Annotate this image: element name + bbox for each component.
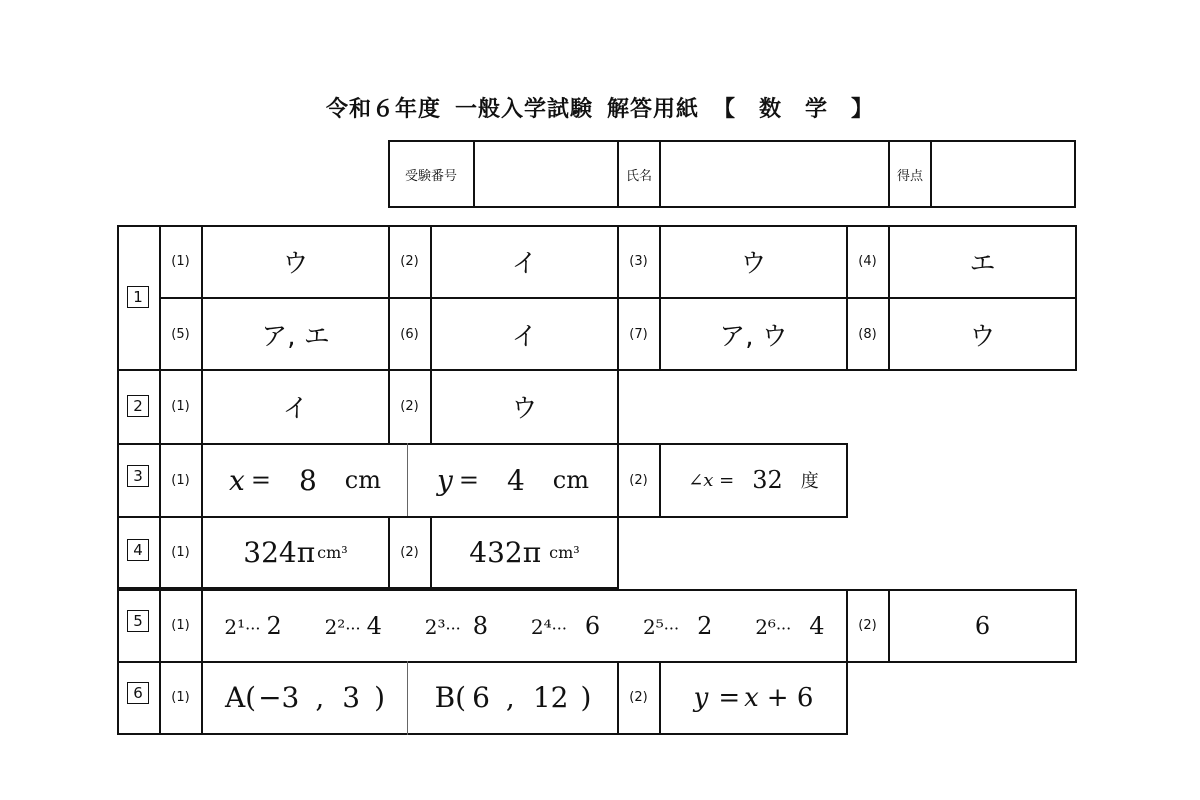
- q1-2-number: ( 2 ): [389, 226, 430, 297]
- q1-8-answer: ウ: [969, 322, 996, 352]
- section-6-number: 6: [127, 682, 149, 704]
- q1-1-answer: ウ: [282, 249, 309, 279]
- exam-number-field[interactable]: [475, 141, 617, 207]
- q3-angle-label: ∠x =: [688, 469, 735, 491]
- q1-7-answer: ア, ウ: [719, 322, 788, 352]
- power-item: 2⁶··· 4: [755, 611, 825, 640]
- q1-5-number: ( 5 ): [160, 299, 201, 370]
- section-4-number: 4: [127, 539, 149, 561]
- q4-2-number: ( 2 ): [389, 517, 430, 587]
- q4-1-number: ( 1 ): [160, 517, 201, 587]
- q1-8-number: ( 8 ): [847, 299, 888, 370]
- section-2-number: 2: [127, 395, 149, 417]
- q3-y-equals: =: [458, 466, 479, 494]
- q6-point-b: [409, 662, 617, 733]
- q3-angle-unit: 度: [800, 471, 819, 492]
- q4-2-value: 432π: [469, 535, 542, 569]
- q6-2-number: ( 2 ): [618, 662, 659, 733]
- q3-2-number: ( 2 ): [618, 444, 659, 516]
- title-sheet: 解答用紙: [607, 97, 700, 122]
- q1-3-answer: ウ: [740, 249, 767, 279]
- q3-1-number: ( 1 ): [160, 444, 201, 516]
- q1-2-answer: イ: [511, 249, 538, 279]
- q1-3-number: ( 3 ): [618, 226, 659, 297]
- q2-2-number: ( 2 ): [389, 370, 430, 443]
- q1-7-number: ( 7 ): [618, 299, 659, 370]
- point-a-x: −3: [258, 681, 300, 714]
- score-field[interactable]: [932, 141, 1074, 207]
- q4-1-value: 324π: [243, 535, 316, 569]
- q1-6-answer: イ: [511, 322, 538, 352]
- q4-1-answer: [203, 517, 388, 587]
- q3-x-variable: x: [229, 463, 245, 497]
- power-item: 2⁵··· 2: [643, 611, 713, 640]
- q2-2-answer: ウ: [511, 394, 538, 424]
- power-item: 2²··· 4: [324, 611, 382, 640]
- q3-x-equals: =: [250, 466, 271, 494]
- title-era: 令和６年度: [325, 97, 441, 122]
- point-b-name: B(: [434, 681, 467, 714]
- point-b-separator: ,: [505, 681, 515, 714]
- q6-1-number: ( 1 ): [160, 662, 201, 733]
- q6-2-equation: [661, 662, 846, 733]
- point-a-y: 3: [342, 681, 361, 714]
- power-item: 2⁴··· 6: [530, 611, 601, 640]
- q4-2-answer: [432, 517, 617, 587]
- name-label: 氏名: [625, 168, 652, 184]
- q3-x-value: 8: [298, 463, 317, 497]
- point-b-close: ): [580, 681, 592, 714]
- q5-2-answer: 6: [974, 611, 991, 640]
- q2-1-answer: イ: [282, 394, 309, 424]
- q1-5-answer: ア, エ: [261, 322, 330, 352]
- q5-2-number: ( 2 ): [847, 590, 888, 661]
- power-item: 2¹··· 2: [224, 611, 282, 640]
- title-subject: 【 数 学 】: [713, 97, 875, 122]
- q6-point-a: [203, 662, 407, 733]
- section-3-number: 3: [127, 465, 149, 487]
- q4-1-unit: cm³: [317, 542, 348, 562]
- score-label: 得点: [896, 168, 923, 184]
- point-a-name: A(: [224, 681, 257, 714]
- page-title: [0, 92, 1200, 128]
- q1-1-number: ( 1 ): [160, 226, 201, 297]
- equation-lhs: y: [693, 682, 709, 713]
- section-1-number: 1: [127, 286, 149, 308]
- point-b-x: 6: [472, 681, 490, 714]
- equation-variable: x: [744, 682, 759, 713]
- equation-constant: + 6: [766, 682, 814, 713]
- q3-x-unit: cm: [344, 466, 381, 494]
- exam-number-label: 受験番号: [404, 168, 457, 184]
- q2-1-number: ( 1 ): [160, 370, 201, 443]
- q1-4-answer: エ: [969, 249, 996, 279]
- equation-equals: =: [718, 682, 741, 713]
- q3-angle-value: 32: [752, 466, 783, 494]
- q5-1-answer: [203, 590, 846, 661]
- q3-y-value: 4: [506, 463, 525, 497]
- q3-1-y-answer: [409, 444, 617, 516]
- q3-2-answer: [661, 444, 846, 516]
- section-5-number: 5: [127, 610, 149, 632]
- q1-6-number: ( 6 ): [389, 299, 430, 370]
- point-a-separator: ,: [315, 681, 325, 714]
- q5-1-number: ( 1 ): [160, 590, 201, 661]
- q4-2-unit: cm³: [549, 542, 580, 562]
- title-exam: 一般入学試験: [454, 97, 593, 122]
- name-field[interactable]: [661, 141, 888, 207]
- point-b-y: 12: [532, 681, 569, 714]
- q3-y-unit: cm: [552, 466, 589, 494]
- power-item: 2³··· 8: [424, 611, 489, 640]
- q3-y-variable: y: [437, 463, 453, 497]
- point-a-close: ): [374, 681, 386, 714]
- q3-1-x-answer: [203, 444, 407, 516]
- q1-4-number: ( 4 ): [847, 226, 888, 297]
